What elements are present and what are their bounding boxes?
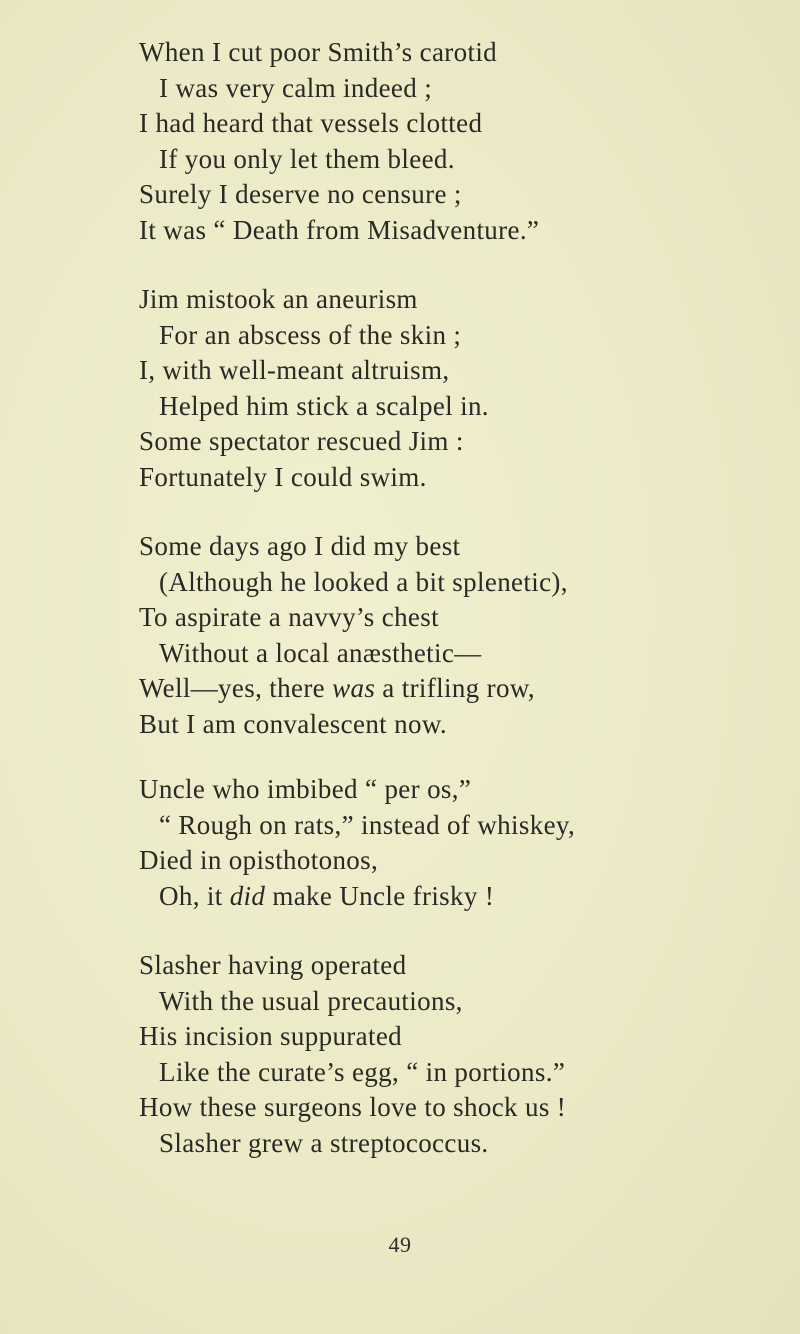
stanza-1 [139,35,789,249]
poem-line: Helped him stick a scalpel in. [159,390,489,421]
poem-line: His incision suppurated [139,1021,403,1052]
poem-line: Without a local anæsthetic— [159,637,482,668]
poem-line: Surely I deserve no censure ; [139,179,462,210]
poem-line: I had heard that vessels clotted [139,108,483,139]
poem-line: When I cut poor Smith’s carotid [139,37,498,67]
poem-line: Some days ago I did my best [139,531,461,561]
poem-line-text: Well—yes, there [139,673,333,704]
poem-line: Some spectator rescued Jim : [139,426,464,457]
poem-line: (Although he looked a bit splenetic), [159,566,568,597]
poem-line: I, with well-meant altruism, [139,355,450,386]
poem-line-text: make Uncle frisky ! [265,880,495,911]
poem-line: How these surgeons love to shock us ! [139,1092,567,1123]
poem-line: It was “ Death from Misadventure.” [139,214,540,245]
poem-line: If you only let them bleed. [159,143,455,174]
stanza-3 [139,529,789,743]
poem-line: Fortunately I could swim. [139,461,427,492]
stanza-5 [139,948,789,1162]
poem-line: To aspirate a navvy’s chest [139,602,439,633]
poem-line: Slasher having operated [139,950,407,980]
poem-line [139,879,789,915]
stanza-2 [139,282,789,496]
poem-line: With the usual precautions, [159,985,463,1016]
poem-line: For an abscess of the skin ; [159,319,462,350]
poem-line: “ Rough on rats,” instead of whiskey, [159,809,576,840]
emphasized-word: was [332,673,376,704]
poem-line: But I am convalescent now. [139,708,448,739]
poem-line-text: Oh, it [159,880,230,911]
poem-line-text: a trifling row, [375,673,536,704]
poem-line: I was very calm indeed ; [159,72,433,103]
emphasized-word: did [229,880,266,911]
page-number: 49 [388,1232,412,1257]
stanza-4 [139,772,789,914]
poem-line: Slasher grew a streptococcus. [159,1127,489,1158]
poem-line: Died in opisthotonos, [139,845,379,876]
poem-line: Like the curate’s egg, “ in portions.” [159,1056,566,1087]
poem-line [139,671,789,707]
poem-line: Uncle who imbibed “ per os,” [139,774,472,804]
poem-line: Jim mistook an aneurism [139,284,418,314]
